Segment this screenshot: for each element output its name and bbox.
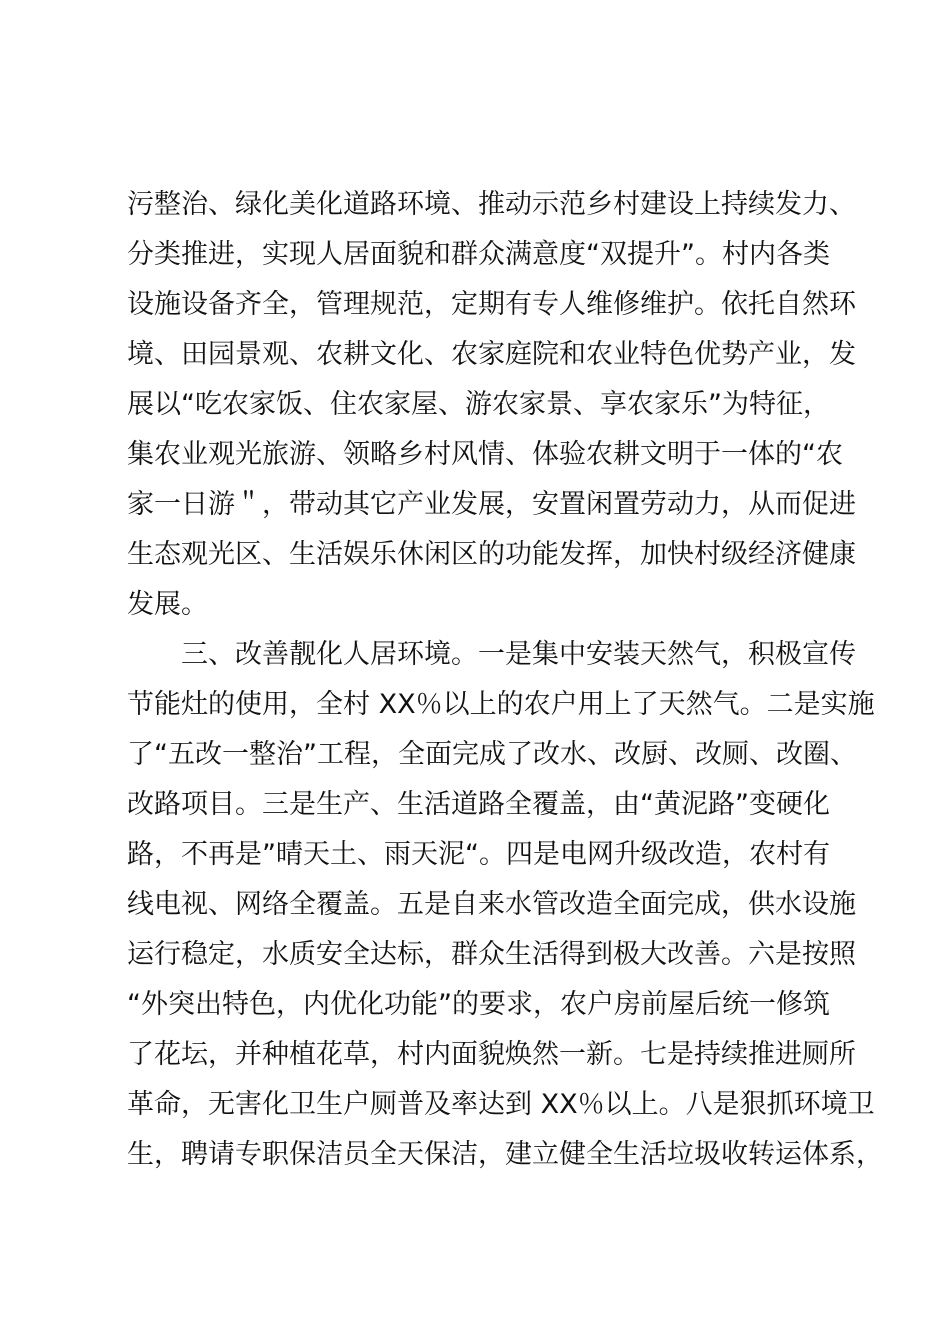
text-line: 分类推进，实现人居面貌和群众满意度“双提升”。村内各类 xyxy=(127,239,830,270)
text-line: 生态观光区、生活娱乐休闲区的功能发挥，加快村级经济健康 xyxy=(127,539,856,570)
text-line: 了花坛，并种植花草，村内面貌焕然一新。七是持续推进厕所 xyxy=(127,1039,856,1070)
text-line: 家一日游＂，带动其它产业发展，安置闲置劳动力，从而促进 xyxy=(127,489,856,520)
text-line: 线电视、网络全覆盖。五是自来水管改造全面完成，供水设施 xyxy=(127,889,856,920)
section-heading-line: 三、改善靓化人居环境。一是集中安装天然气，积极宣传 xyxy=(181,639,856,670)
text-line: 革命，无害化卫生户厕普及率达到 XX％以上。八是狠抓环境卫 xyxy=(127,1089,875,1120)
body-text xyxy=(127,180,883,1180)
text-line: “外突出特色，内优化功能”的要求，农户房前屋后统一修筑 xyxy=(127,989,830,1020)
text-line: 路，不再是”晴天土、雨天泥“。四是电网升级改造，农村有 xyxy=(127,839,830,870)
text-line: 发展。 xyxy=(127,589,208,620)
text-line: 展以“吃农家饭、住农家屋、游农家景、享农家乐”为特征， xyxy=(127,389,830,420)
text-line: 集农业观光旅游、领略乡村风情、体验农耕文明于一体的“农 xyxy=(127,439,843,470)
text-line: 污整治、绿化美化道路环境、推动示范乡村建设上持续发力、 xyxy=(127,189,856,220)
text-line: 运行稳定，水质安全达标，群众生活得到极大改善。六是按照 xyxy=(127,939,856,970)
text-line: 生，聘请专职保洁员全天保洁，建立健全生活垃圾收转运体系， xyxy=(127,1139,883,1170)
text-line: 设施设备齐全，管理规范，定期有专人维修维护。依托自然环 xyxy=(127,289,856,320)
text-line: 节能灶的使用，全村 XX％以上的农户用上了天然气。二是实施 xyxy=(127,689,875,720)
text-line: 境、田园景观、农耕文化、农家庭院和农业特色优势产业，发 xyxy=(127,339,856,370)
text-line: 了“五改一整治”工程，全面完成了改水、改厨、改厕、改圈、 xyxy=(127,739,857,770)
text-line: 改路项目。三是生产、生活道路全覆盖，由“黄泥路”变硬化 xyxy=(127,789,830,820)
